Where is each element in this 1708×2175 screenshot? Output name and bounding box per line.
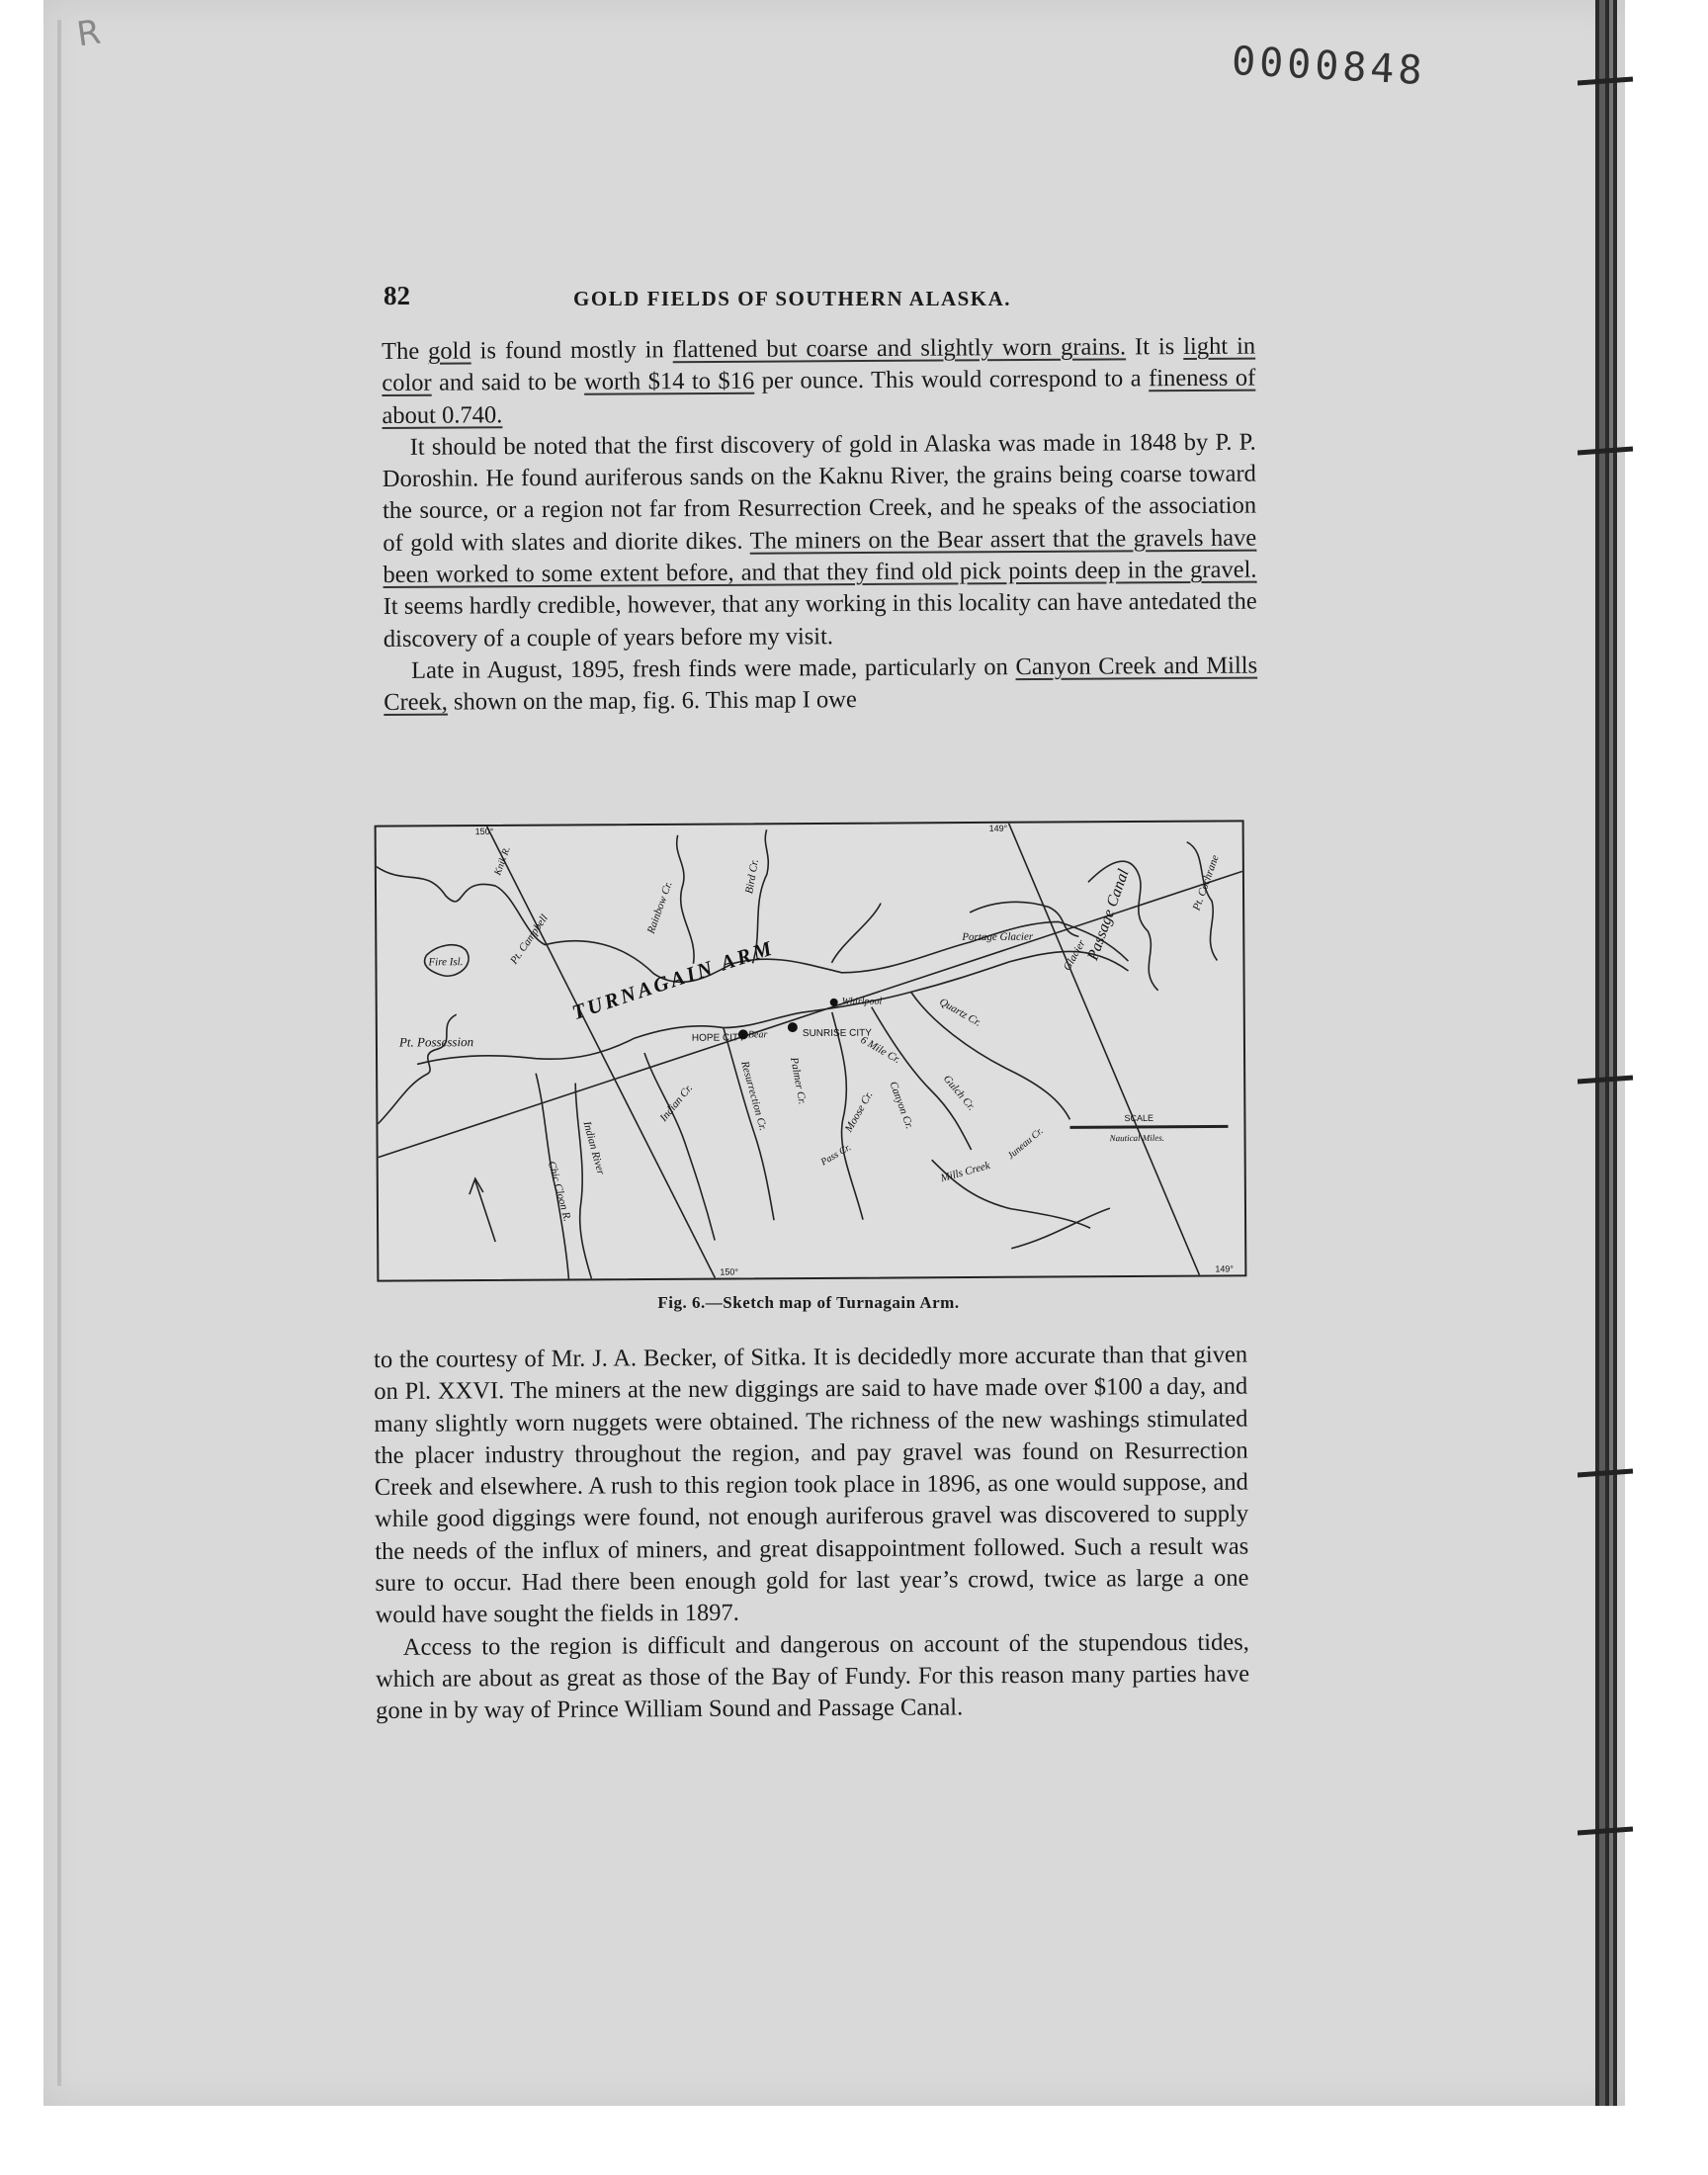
river — [677, 835, 694, 964]
river — [911, 991, 1070, 1120]
map-label-chic-cloon-r: Chic Cloon R. — [545, 1160, 573, 1223]
underlined-text: light in color — [382, 332, 1256, 397]
map-label-pt-possession: Pt. Possession — [398, 1034, 474, 1050]
text-span: Late in August, 1895, fresh finds were made, particularly on — [410, 653, 1016, 684]
map-label-whirlpool: Whirlpool — [841, 996, 883, 1007]
map-label-bear: Bear — [747, 1029, 768, 1041]
river — [644, 1053, 715, 1241]
underlined-text: Canyon Creek and Mills Creek, — [384, 652, 1258, 717]
map-label-six-mile-cr: 6 Mile Cr. — [858, 1033, 902, 1067]
text-span: It seems hardly credible, however, that any working in this locality can have antedated the discovery of a couple of years before my visit. — [383, 587, 1257, 652]
north-arrow-head — [470, 1178, 483, 1194]
map-label-rainbow-cr: Rainbow Cr. — [644, 880, 675, 935]
map-label-juneau-cr: Juneau Cr. — [1005, 1125, 1046, 1163]
map-label-hope-city: HOPE CITY — [691, 1032, 745, 1044]
river — [831, 904, 881, 963]
page-number: 82 — [384, 281, 410, 310]
whirlpool-marker — [830, 999, 838, 1006]
sketch-map — [375, 820, 1247, 1281]
coastline — [416, 951, 1129, 1067]
map-label-palmer-cr: Palmer Cr. — [788, 1056, 809, 1106]
map-label-pt-cochrane: Pt. Cochrane — [1190, 853, 1222, 913]
map-label-pass-cr: Pass Cr. — [818, 1142, 854, 1169]
map-label-quartz-cr: Quartz Cr. — [937, 996, 983, 1029]
map-label-sunrise-city: SUNRISE CITY — [802, 1027, 872, 1040]
body-text-top — [382, 331, 1257, 720]
map-label-fire-isl: Fire Isl. — [428, 956, 464, 969]
map-label-portage-glacier: Portage Glacier — [962, 930, 1034, 944]
city-marker — [788, 1022, 798, 1032]
text-span: The — [382, 337, 429, 365]
map-label-resurrection-cr: Resurrection Cr. — [738, 1060, 769, 1132]
text-span: is found mostly in — [470, 336, 673, 365]
text-span: shown on the map, fig. 6. This map I owe — [447, 686, 857, 716]
river — [872, 1006, 972, 1151]
paragraph: Access to the region is difficult and dangerous on account of the stupendous tides, which are about as great as those of the Bay of Fundy. For this reason many parties have gone in by way of Prince William Sound and Passage Canal. — [375, 1628, 1250, 1725]
running-head: GOLD FIELDS OF SOUTHERN ALASKA. — [573, 287, 1012, 310]
paragraph: to the courtesy of Mr. J. A. Becker, of Sitka. It is decidedly more accurate than that given on Pl. XXVI. The miners at the new diggings are said to have made over $100 a day, and many slightly worn nuggets were obtained. The richness of the new washings stimulated the placer industry throughout the region, and pay gravel was found on Resurrection Creek and elsewhere. A rush to this region took place in 1896, as one would suppose, and while good diggings were found, not enough auriferous gravel was discovered to supply the needs of the influx of miners, and great disappointment followed. Such a result was sure to occur. Had there been enough gold for last year’s crowd, twice as large a one would have sought the fields in 1897. — [374, 1341, 1249, 1629]
map-label-indian-river: Indian River — [580, 1120, 607, 1176]
figure-caption: Fig. 6.—Sketch map of Turnagain Arm. — [657, 1293, 960, 1312]
meridian-line — [1009, 823, 1200, 1276]
north-arrow — [475, 1180, 495, 1242]
scale-bar — [1069, 1126, 1228, 1127]
underlined-text: worth $14 to $16 — [583, 367, 755, 396]
map-label-canyon-cr: Canyon Cr. — [887, 1080, 916, 1131]
paragraph — [383, 426, 1257, 654]
archive-stamp: 0000848 — [1230, 38, 1427, 95]
paragraph — [384, 651, 1257, 720]
map-label-turnagain-arm: TURNAGAIN ARM — [568, 935, 778, 1025]
map-label-glacier: Glacier — [1061, 937, 1088, 973]
text-span: It should be noted that the first discovery of gold in Alaska was made in 1848 by P. P. Doroshin. He found auriferous sands on the Kaknu River, the grains being coarse toward the source, or a region not far from Resurrection Creek, and he speaks of the association of gold with slates and diorite dikes. — [382, 428, 1257, 557]
underlined-text: gold — [428, 337, 471, 365]
map-label-moose-cr: Moose Cr. — [842, 1088, 876, 1135]
river — [1011, 1208, 1110, 1249]
body-text-bottom — [374, 1340, 1249, 1728]
underlined-text: flattened but coarse and slightly worn grains. — [672, 333, 1127, 364]
map-drawing — [377, 822, 1245, 1279]
lon-label: 149° — [1215, 1263, 1235, 1274]
underlined-text: fineness of about 0.740. — [382, 364, 1256, 429]
text-span: and said to be — [431, 369, 585, 396]
scale-unit-label: Nautical Miles. — [1109, 1132, 1165, 1144]
text-span: It is — [1125, 333, 1184, 361]
page-edge — [57, 20, 61, 2086]
text-span: per ounce. This would correspond to a — [754, 365, 1150, 394]
map-label-bird-cr: Bird Cr. — [743, 858, 761, 895]
underlined-text: The miners on the Bear assert that the gravels have been worked to some extent before, and that they find old pick points deep in the gravel. — [383, 524, 1257, 589]
lon-label: 149° — [988, 823, 1008, 833]
map-label-indian-cr: Indian Cr. — [657, 1082, 696, 1124]
map-label-mills-creek: Mills Creek — [939, 1159, 991, 1185]
map-label-passage-canal: Passage Canal — [1084, 867, 1133, 963]
paragraph — [382, 331, 1256, 432]
scale-label: SCALE — [1124, 1112, 1153, 1124]
lon-label: 150° — [720, 1266, 739, 1277]
map-label-gulch-cr: Gulch Cr. — [940, 1073, 978, 1113]
lon-label: 150° — [474, 826, 494, 837]
river — [575, 1083, 591, 1278]
map-label-pt-campbell: Pt. Campbell — [508, 912, 551, 967]
corner-mark: R — [74, 12, 104, 55]
map-label-knik-r: Knik R. — [492, 844, 513, 877]
spiral-binding — [1578, 0, 1637, 2106]
page-header — [384, 281, 1253, 320]
coastline — [378, 1014, 458, 1123]
